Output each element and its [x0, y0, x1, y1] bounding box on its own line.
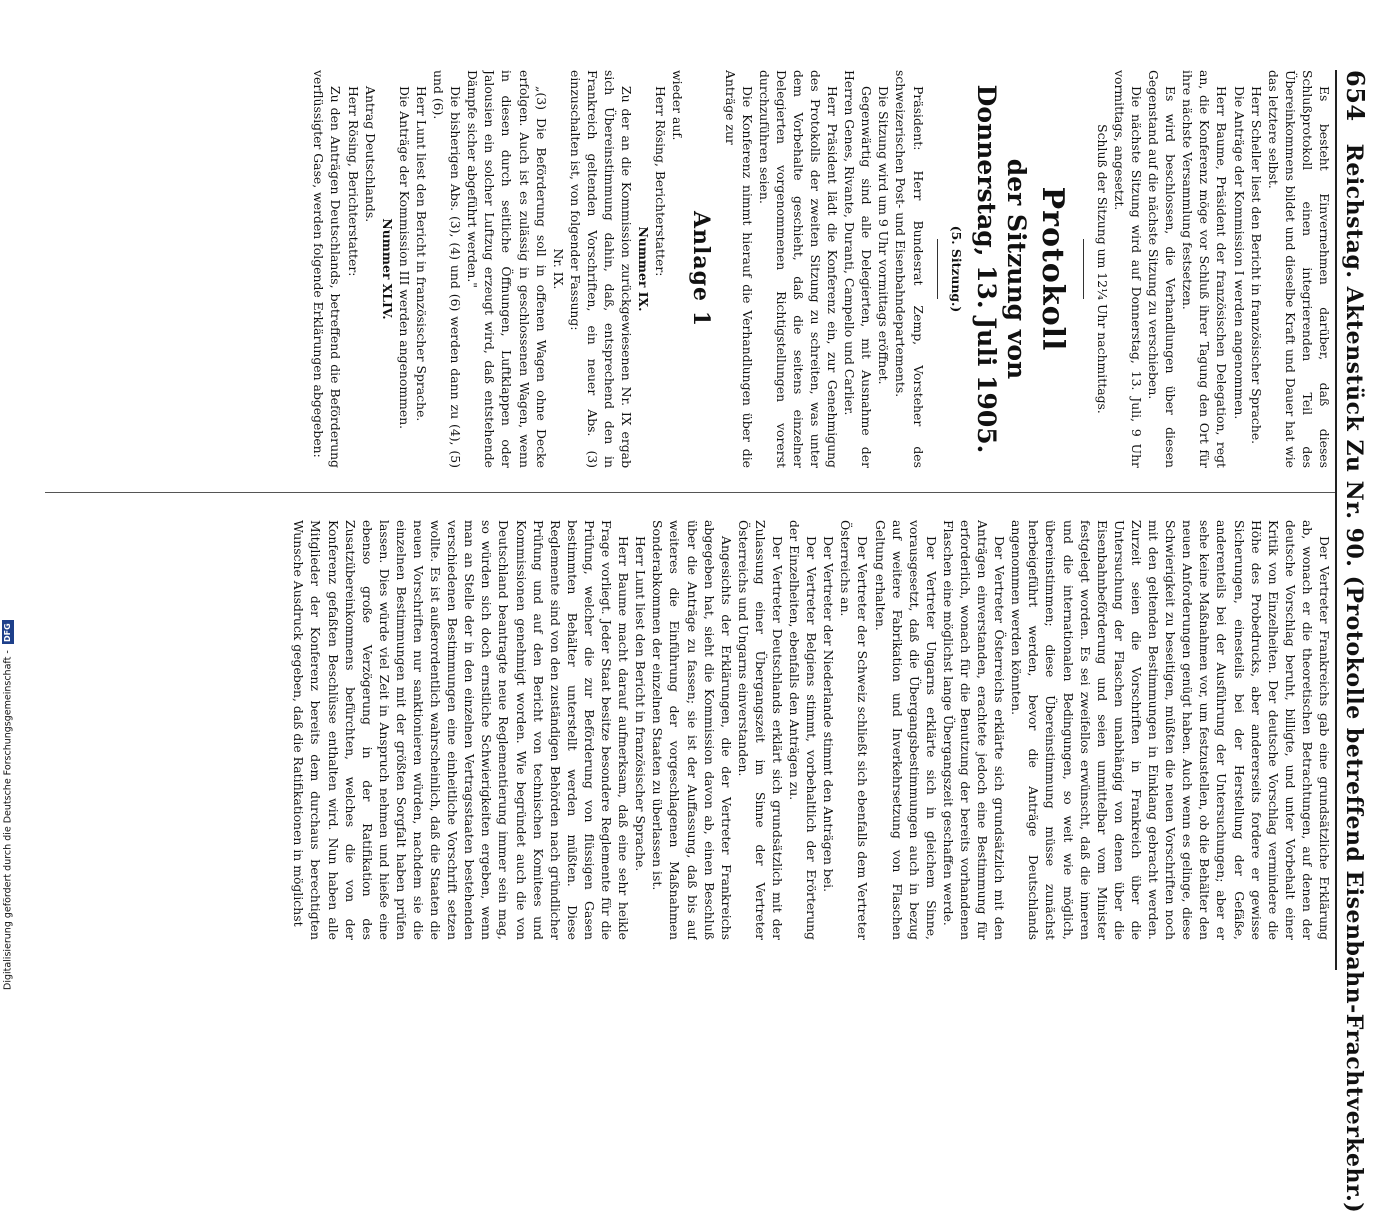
paragraph: Gegenwärtig sind alle Delegierten, mit Ausnahme der Herren Genes, Rivante, Duranti, Campello und Carlier. [842, 70, 875, 468]
paragraph: Angesichts der Erklärungen, die der Vertreter Frankreichs abgegeben hat, sieht die Kommission davon ab, einen Beschluß über die Anträge zu fassen; sie ist der Auffassung, daß bis auf weiteres die Einführung der vorgeschlagenen Maßnahmen Sonderabkommen der einzelnen Staaten zu überlassen ist. [650, 520, 734, 940]
reporter-line: Herr Rösing, Berichterstatter: [653, 86, 669, 277]
quoted-provision: „(3) Die Beförderung soll in offenen Wagen ohne Decke erfolgen. Auch ist es zulässig in geschlossenen Wagen, wenn in diesen durch seitliche Öffnungen, Luftklappen oder Jalousien ein solcher Luftzug erzeugt wird, daß entstehende Dämpfe sicher abgeführt werden." [465, 70, 549, 468]
paragraph: Der Vertreter Ungarns erklärte sich in gleichem Sinne, vorausgesetzt, daß die Übergangsbestimmungen auch in bezug auf weitere Fabrikation und Inverkehrsetzung von Flaschen Geltung erhalten. [872, 520, 939, 940]
protokoll-title: Protokoll [1034, 186, 1070, 352]
paragraph: Der Vertreter Frankreichs gab eine grundsätzliche Erklärung ab, wonach er die theoretischen Betrachtungen, auf denen der deutsche Vorschlag beruht, billigte, und unter Vorbehalt einer Kritik von Einzelheiten. Der deutsche Vorschlag vermindere die Höhe des Probedrucks, aber andererseits fordere er gewisse Sicherungen, einesteils bei der Herstellung der Gefäße, anderenteils bei der Ausführung der Untersuchungen; aber er sehe keine Maßnahmen vor, um festzustellen, ob die Behälter den neuen Anforderungen genügt haben. Auch wenn es gelinge, diese Schwierigkeit zu beseitigen, müßten die neuen Vorschriften noch mit den geltenden Bestimmungen in Einklang gebracht werden. Zurzeit seien die Vorschriften in Frankreich über die Untersuchung der Flaschen unabhängig von denen über die Eisenbahnbeförderung und seien unmittelbar vom Minister festgelegt worden. Es sei zweifellos erwünscht, daß die inneren und die internationalen Bedingungen, so weit wie möglich, übereinstimmen; diese Übereinstimmung müsse zunächst herbeigeführt werden, bevor die Anträge Deutschlands angenommen werden könnten. [1009, 520, 1332, 940]
paragraph: Die bisherigen Abs. (3), (4) und (6) werden dann zu (4), (5) und (6). [431, 70, 464, 468]
protokoll-subtitle: der Sitzung von Donnerstag, 13. Juli 1905. [971, 84, 1031, 454]
paragraph: Schluß der Sitzung um 12¼ Uhr nachmittags. [1094, 124, 1110, 414]
paragraph: Es besteht Einvernehmen darüber, daß dieses Schlußprotokoll einen integrierenden Teil des Übereinkommens bildet und dieselbe Kraft und Dauer hat wie das letztere selbst. [1265, 70, 1332, 468]
page-number: 654 [1341, 70, 1370, 122]
paragraph: Herr Präsident lädt die Konferenz ein, zur Genehmigung des Protokolls der zweiten Sitzung zu schreiten, was unter dem Vorbehalte geschieht, daß die seitens einzelner Delegierten vorgenommenen Richtigstellungen vorerst durchzuführen seien. [756, 70, 841, 468]
paragraph: Herr Scheller liest den Bericht in französischer Sprache. [1248, 86, 1264, 445]
running-title: Reichstag. Aktenstück Zu Nr. 90. (Protokolle betreffend Eisenbahn-Frachtverkehr.) [1341, 143, 1367, 1213]
credit-text: Digitalisierung gefördert durch die Deutsche Forschungsgemeinschaft - [2, 650, 14, 990]
paragraph: Die Konferenz nimmt hierauf die Verhandlungen über die Anträge zur [722, 70, 755, 468]
paragraph: Zu der an die Kommission zurückgewiesenen Nr. IX ergab sich Übereinstimmung dahin, daß, entsprechend den in Frankreich geltenden Vorschriften, ein neuer Abs. (3) einzuschalten ist, von folgender Fassung: [567, 70, 635, 468]
paragraph: wieder auf. [670, 70, 686, 141]
paragraph: Herr Baume macht darauf aufmerksam, daß eine sehr heikle Frage vorliegt. Jeder Staat besitze besondere Reglemente für die Prüfung, welcher die zur Beförderung von flüssigen Gasen bestimmten Behälter unterstellt werden müßten. Diese Reglemente sind von den zuständigen Behörden nach gründlicher Prüfung und auf den Bericht von technischen Komitees und Kommissionen genehmigt worden. Wie begründet auch die von Deutschland beantragte neue Reglementierung immer sein mag, so würden sich doch ernstliche Schwierigkeiten ergeben, wenn man an Stelle der in den einzelnen Vertragsstaaten bestehenden verschiedenen Bestimmungen eine einheitliche Vorschrift setzen wollte. Es ist außerordentlich wahrscheinlich, daß die Staaten die neuen Vorschriften nur sanktionieren würden, nachdem sie die einzelnen Bestimmungen mit der größten Sorgfalt haben prüfen lassen. Dies würde viel Zeit in Anspruch nehmen und hieße eine ebenso große Verzögerung in der Ratifikation des Zusatzübereinkommens befürchten, welches die von der Konferenz gefaßten Beschlüsse enthalten wird. Nun haben alle Mitglieder der Konferenz bereits dem durchaus berechtigten Wunsche Ausdruck gegeben, daß die Ratifikationen in möglichst [291, 520, 632, 940]
paragraph: Es wird beschlossen, die Verhandlungen über diesen Gegenstand auf die nächste Sitzung zu verschieben. [1146, 70, 1179, 468]
paragraph: Zu den Anträgen Deutschlands, betreffend die Beförderung verflüssigter Gase, werden folgende Erklärungen abgegeben: [311, 70, 344, 468]
paragraph: Die nächste Sitzung wird auf Donnerstag, 13. Juli, 9 Uhr vormittags, angesetzt. [1111, 70, 1144, 468]
paragraph: Herr Lunt liest den Bericht in französischer Sprache. [633, 536, 649, 872]
section-number: Nr. IX. [550, 248, 566, 290]
paragraph: Die Anträge der Kommission I werden angenommen. [1231, 86, 1247, 420]
paragraph: Der Vertreter Belgiens stimmt, vorbehaltlich der Erörterung der Einzelheiten, ebenfalls den Anträgen zu. [787, 520, 820, 940]
reporter-line: Herr Rösing, Berichterstatter: [345, 86, 361, 277]
section-number: Nummer XLIV. [379, 218, 395, 320]
anlage-heading: Anlage 1 [688, 210, 715, 328]
left-column [48, 70, 1333, 468]
dfg-logo-icon: DFG [2, 620, 14, 644]
digitization-credit [1, 620, 15, 990]
session-number: (5. Sitzung.) [948, 225, 964, 313]
paragraph: Die Anträge der Kommission III werden angenommen. [396, 86, 412, 430]
separator-rule [937, 239, 938, 299]
page-header [1335, 70, 1377, 1213]
separator-rule [1083, 239, 1084, 299]
paragraph: Herr Lunt liest den Bericht in französischer Sprache. [413, 86, 429, 422]
paragraph: Der Vertreter der Schweiz schließt sich ebenfalls dem Vertreter Österreichs an. [838, 520, 871, 940]
paragraph: Antrag Deutschlands. [362, 86, 378, 223]
paragraph: Herr Baume, Präsident der französischen Delegation, regt an, die Konferenz möge vor Schluß ihrer Tagung den Ort für ihre nächste Versammlung festsetzen. [1180, 70, 1230, 468]
paragraph: Die Sitzung wird um 9 Uhr vormittags eröffnet. [876, 86, 892, 385]
paragraph: Präsident: Herr Bundesrat Zemp, Vorsteher des schweizerischen Post- und Eisenbahndepartements. [893, 70, 926, 468]
paragraph: Der Vertreter Deutschlands erklärt sich grundsätzlich mit der Zulassung einer Übergangszeit im Sinne der Vertreter Österreichs und Ungarns einverstanden. [735, 520, 785, 940]
column-divider [45, 492, 1335, 493]
paragraph: Der Vertreter Österreichs erklärte sich grundsätzlich mit den Anträgen einverstanden, erachtete jedoch eine Bestimmung für erforderlich, wonach für die Benutzung der bereits vorhandenen Flaschen eine möglichst lange Übergangszeit geschaffen werde. [940, 520, 1008, 940]
paragraph: Der Vertreter der Niederlande stimmt den Anträgen bei. [821, 536, 837, 893]
section-number: Nummer IX. [636, 226, 652, 312]
right-column [48, 520, 1333, 940]
